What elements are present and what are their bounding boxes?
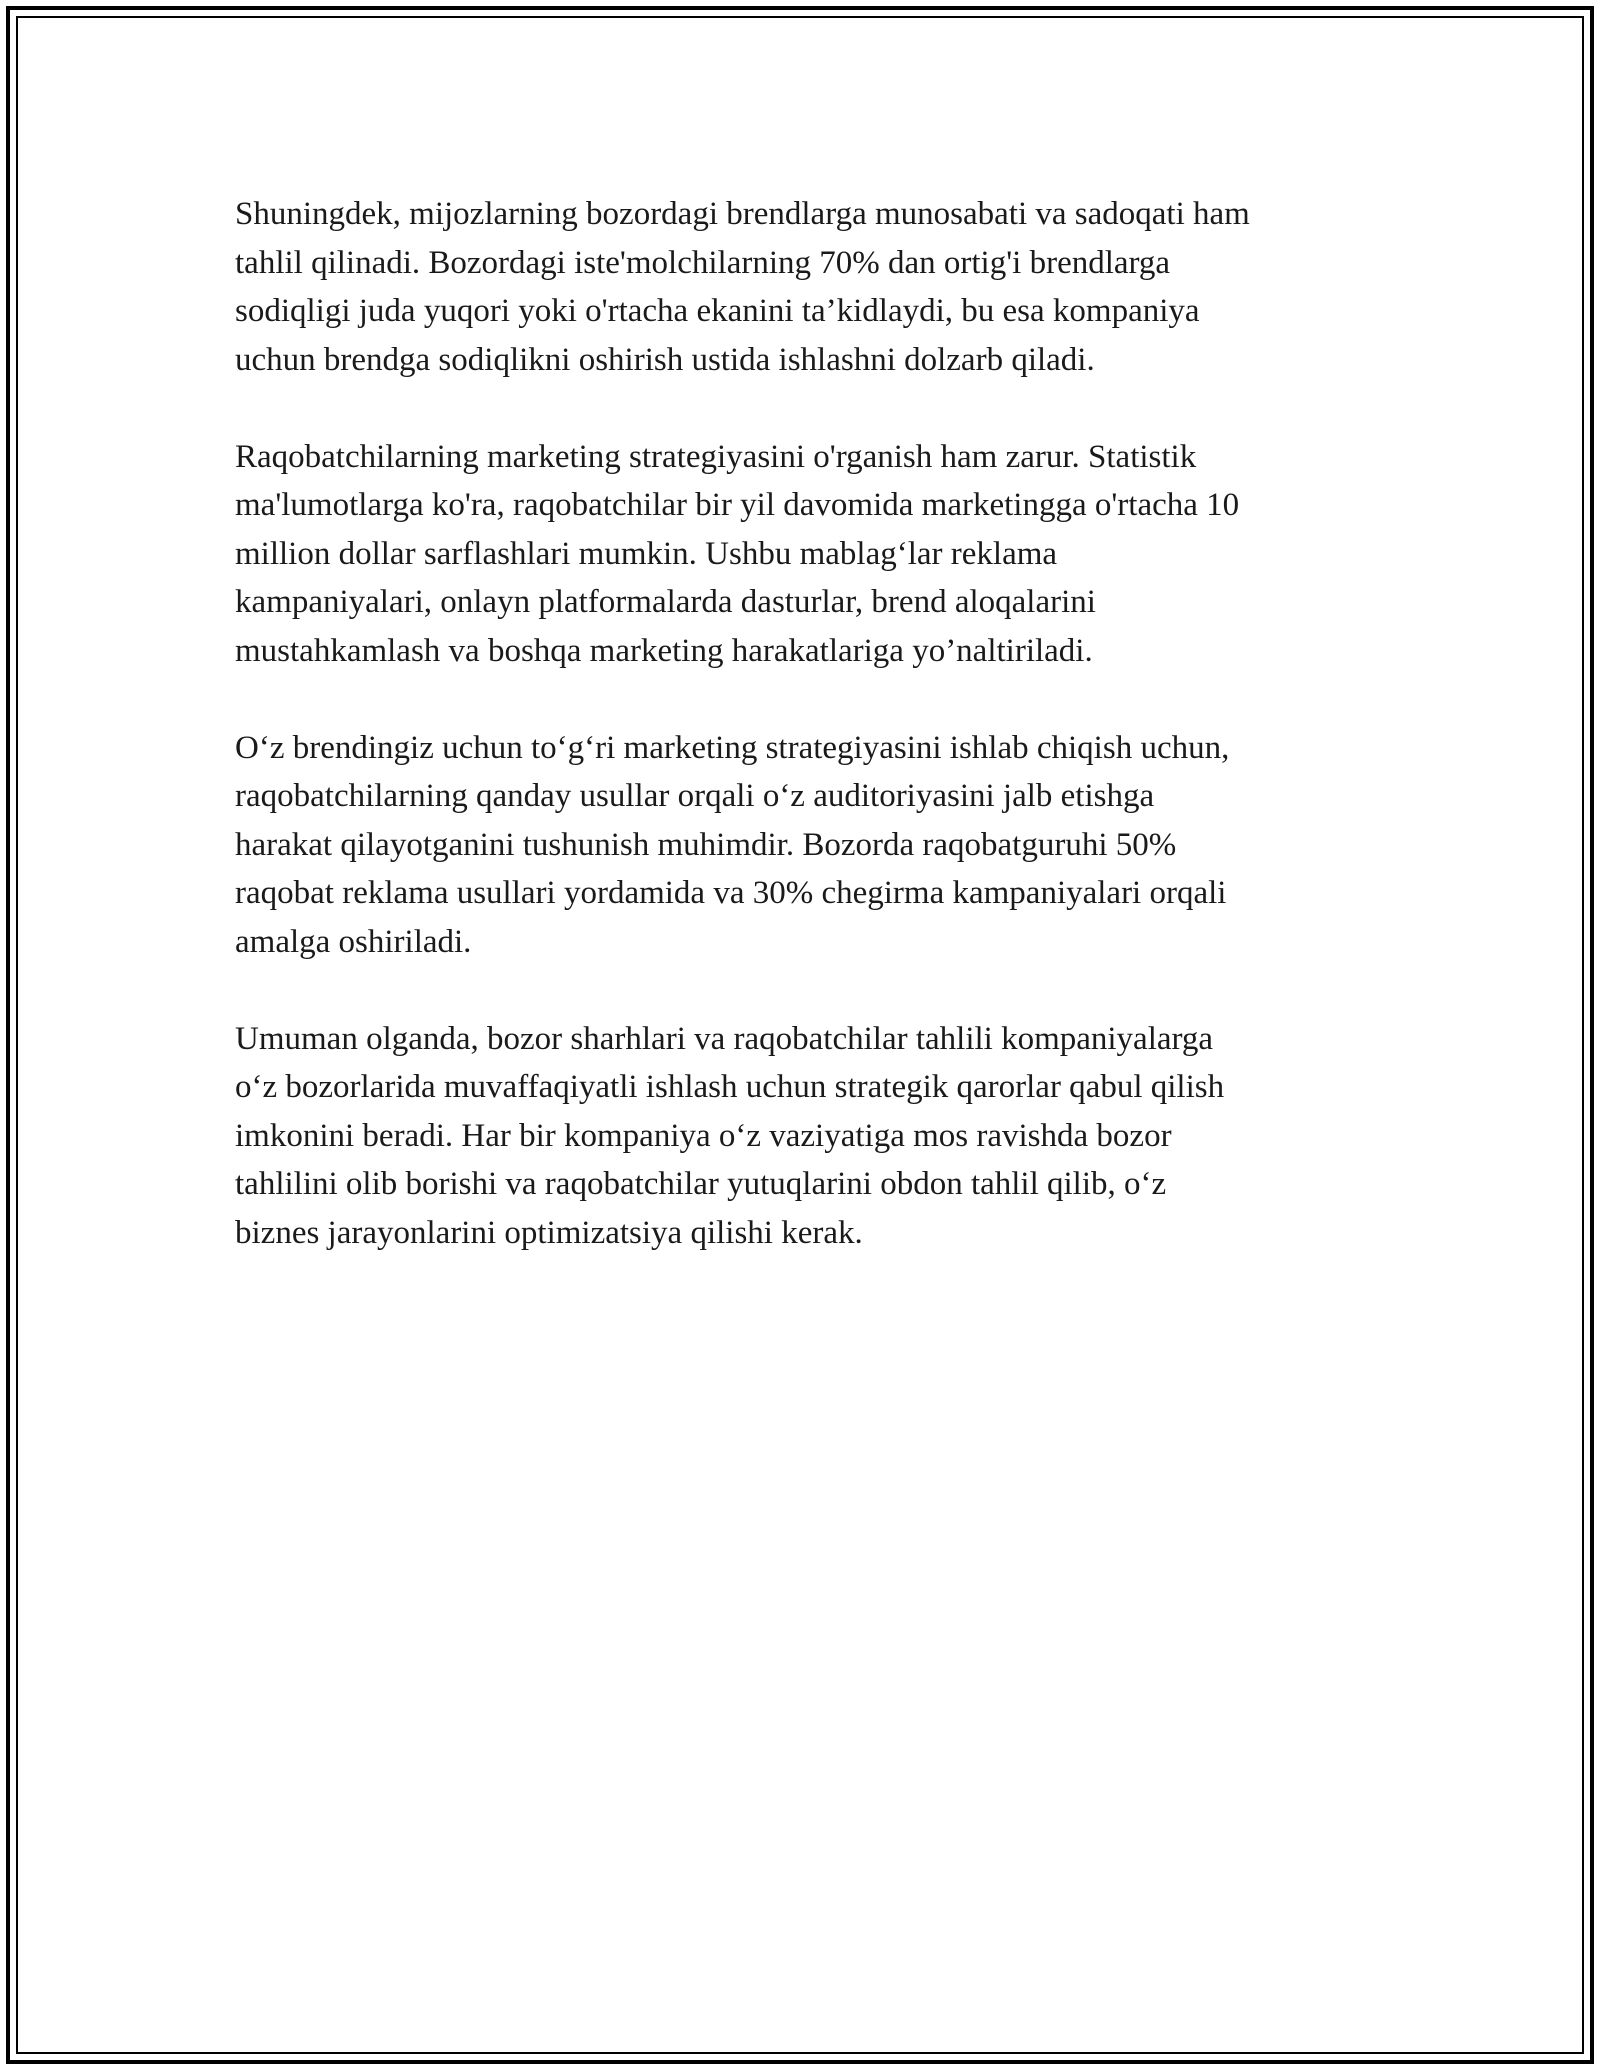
document-body	[235, 190, 1375, 1257]
paragraph-conclusion: Umuman olganda, bozor sharhlari va raqobatchilar tahlili kompaniyalarga o‘z bozorlarida muvaffaqiyatli ishlash uchun strategik qarorlar qabul qilish imkonini beradi. Har bir kompaniya o‘z vaziyatiga mos ravishda bozor tahlilini olib borishi va raqobatchilar yutuqlarini obdon tahlil qilib, o‘z biznes jarayonlarini optimizatsiya qilishi kerak.	[235, 1020, 1225, 1251]
paragraph-competitor-marketing: Raqobatchilarning marketing strategiyasini o'rganish ham zarur. Statistik ma'lumotlarga ko'ra, raqobatchilar bir yil davomida marketingga o'rtacha 10 million dollar sarflashlari mumkin. Ushbu mablag‘lar reklama kampaniyalari, onlayn platformalarda dasturlar, brend aloqalarini mustahkamlash va boshqa marketing harakatlariga yo’naltiriladi.	[235, 438, 1240, 669]
paragraph-brand-loyalty: Shuningdek, mijozlarning bozordagi brendlarga munosabati va sadoqati ham tahlil qilinadi. Bozordagi iste'molchilarning 70% dan ortig'i brendlarga sodiqligi juda yuqori yoki o'rtacha ekanini ta’kidlaydi, bu esa kompaniya uchun brendga sodiqlikni oshirish ustida ishlashni dolzarb qiladi.	[235, 196, 1250, 378]
paragraph-marketing-strategy: O‘z brendingiz uchun to‘g‘ri marketing strategiyasini ishlab chiqish uchun, raqobatchilarning qanday usullar orqali o‘z auditoriyasini jalb etishga harakat qilayotganini tushunish muhimdir. Bozorda raqobatguruhi 50% raqobat reklama usullari yordamida va 30% chegirma kampaniyalari orqali amalga oshiriladi.	[235, 729, 1230, 960]
